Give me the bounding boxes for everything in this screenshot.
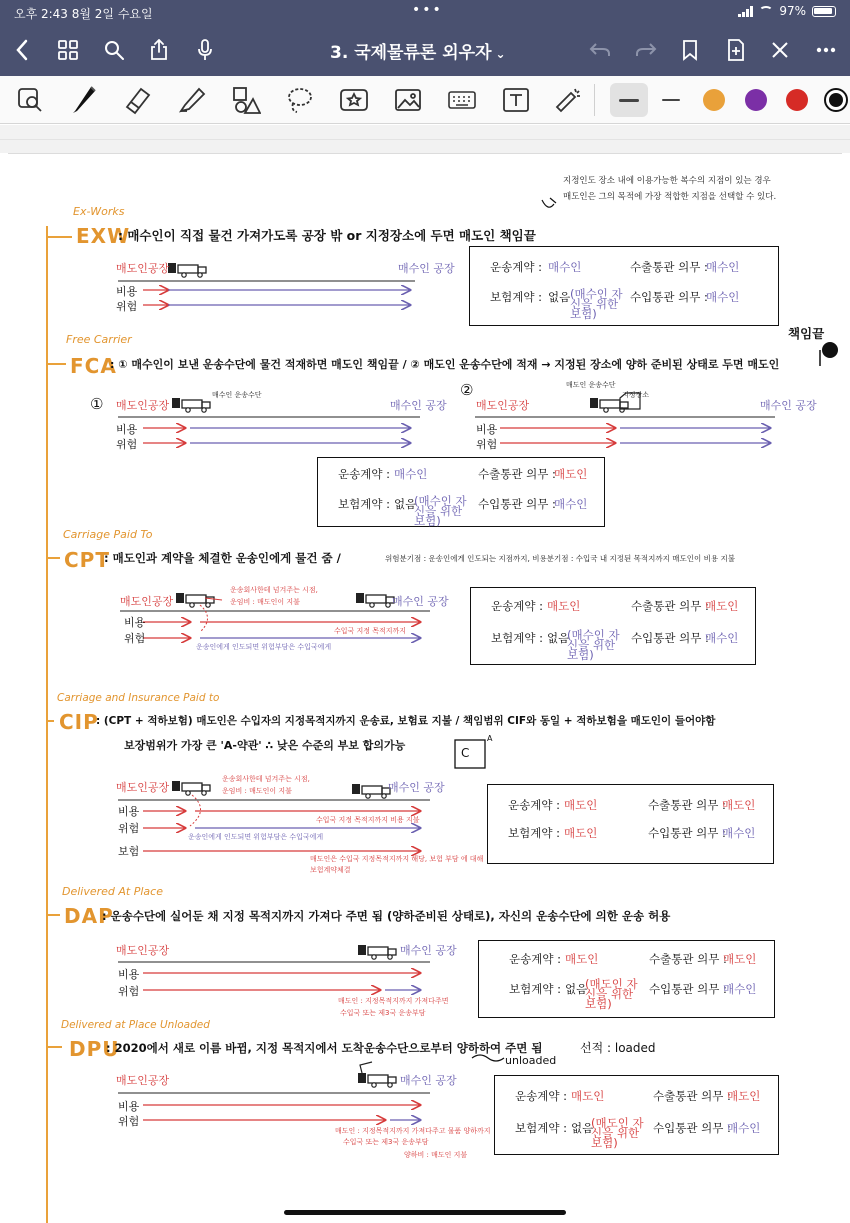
dpu-note-1: 매도인 : 지정목적지까지 가져다주고 물품 양하까지 bbox=[335, 1127, 491, 1135]
cpt-export-label: 수출통관 의무 : bbox=[631, 599, 709, 613]
cpt-english: Carriage Paid To bbox=[63, 528, 153, 541]
cip-export-value: 매도인 bbox=[722, 798, 756, 812]
dpu-choice-note: 선적 : loaded bbox=[580, 1041, 656, 1055]
cip-note-4: 운송인에게 인도되면 위험부담은 수입국에게 bbox=[188, 833, 324, 841]
fca-insure-label: 보험계약 : bbox=[338, 497, 390, 511]
top-note-line1: 지정인도 장소 내에 이용가능한 복수의 지점이 있는 경우 bbox=[563, 176, 771, 186]
fca-transport-label: 운송계약 : bbox=[338, 467, 390, 481]
exw-code: EXW bbox=[76, 224, 131, 248]
cip-stamp: C bbox=[461, 746, 470, 760]
section-spine bbox=[46, 226, 48, 1223]
fca-import-label: 수입통관 의무 : bbox=[478, 497, 556, 511]
document-title[interactable]: 3. 국제물류론 외우자 ⌄ bbox=[330, 43, 506, 63]
dap-import-label: 수입통관 의무 : bbox=[649, 982, 727, 996]
cip-note-3: 수입국 지정 목적지까지 비용 지불 bbox=[316, 816, 420, 824]
cpt-insure-label: 보험계약 : bbox=[491, 631, 543, 645]
cpt-note-3: 수입국 지정 목적지까지 bbox=[334, 627, 407, 635]
exw-transport-label: 운송계약 : bbox=[490, 260, 542, 274]
tick-cpt bbox=[46, 557, 60, 559]
dap-insure-label: 보험계약 : bbox=[509, 982, 561, 996]
fca-case-2: ② bbox=[460, 381, 474, 399]
dpu-note-2: 수입국 또는 제3국 운송부담 bbox=[343, 1138, 429, 1146]
fca-buyer-factory-2: 매수인 공장 bbox=[760, 399, 817, 412]
cip-description-2: 보장범위가 가장 큰 'A-약관' ∴ 낮은 수준의 부보 합의가능 bbox=[124, 739, 406, 752]
dpu-description: : 2020에서 새로 이름 바뀜, 지정 목적지에서 도착운송수단으로부터 양하하여 주면 됨 bbox=[106, 1041, 543, 1055]
dpu-unloaded-note: unloaded bbox=[505, 1054, 557, 1067]
exw-insure-value: 없음 bbox=[548, 290, 571, 304]
fca-seller-factory-1: 매도인공장 bbox=[116, 399, 170, 412]
fca-code: FCA bbox=[70, 354, 117, 378]
tick-fca bbox=[46, 363, 66, 365]
dap-note-2: 수입국 또는 제3국 운송부담 bbox=[340, 1009, 426, 1017]
cpt-buyer-factory: 매수인 공장 bbox=[392, 595, 449, 608]
cpt-transport-label: 운송계약 : bbox=[491, 599, 543, 613]
fca-carrier-label: 매수인 운송수단 bbox=[212, 391, 262, 399]
dpu-insure-label: 보험계약 : bbox=[515, 1121, 567, 1135]
dpu-export-label: 수출통관 의무 : bbox=[653, 1089, 731, 1103]
exw-risk-label: 위험 bbox=[116, 300, 138, 313]
cpt-code: CPT bbox=[64, 548, 110, 572]
dpu-seller-factory: 매도인공장 bbox=[116, 1074, 170, 1087]
exw-export-label: 수출통관 의무 : bbox=[630, 260, 708, 274]
cpt-description: : 매도인과 계약을 체결한 운송인에게 물건 줌 / bbox=[104, 551, 341, 565]
home-indicator[interactable] bbox=[284, 1210, 566, 1215]
fca-carrier-label-2: 매도인 운송수단 bbox=[566, 381, 616, 389]
dap-export-label: 수출통관 의무 : bbox=[649, 952, 727, 966]
exw-contract-box bbox=[469, 246, 779, 326]
dpu-risk-label: 위험 bbox=[118, 1115, 140, 1128]
dap-buyer-factory: 매수인 공장 bbox=[400, 944, 457, 957]
cip-note-2: 운임비 : 매도인이 지불 bbox=[222, 787, 292, 795]
fca-export-value: 매도인 bbox=[554, 467, 588, 481]
cpt-cost-label: 비용 bbox=[124, 616, 146, 629]
cpt-transport-value: 매도인 bbox=[547, 599, 581, 613]
fca-transport-value: 매수인 bbox=[394, 467, 428, 481]
exw-seller-factory: 매도인공장 bbox=[116, 262, 170, 275]
fca-english: Free Carrier bbox=[66, 333, 132, 346]
dap-contract-box bbox=[478, 940, 775, 1018]
cip-description: : (CPT + 적하보험) 매도인은 수입자의 지정목적지까지 운송료, 보험료 지불 / 책임범위 CIF와 동일 + 적하보험을 매도인이 들어야함 bbox=[96, 715, 716, 727]
cip-export-label: 수출통관 의무 : bbox=[648, 798, 726, 812]
fca-place-label: 지정장소 bbox=[622, 391, 650, 399]
dpu-cost-label: 비용 bbox=[118, 1100, 140, 1113]
fca-cost-label-1: 비용 bbox=[116, 423, 138, 436]
dap-import-value: 매수인 bbox=[723, 982, 757, 996]
cpt-contract-box bbox=[470, 587, 756, 665]
dap-code: DAP bbox=[64, 904, 114, 928]
dpu-insure-note: (매도인 자신을 위한 보험) bbox=[591, 1116, 644, 1150]
multitask-dots-icon[interactable]: ••• bbox=[412, 2, 443, 18]
cip-insurance-label: 보험 bbox=[118, 845, 140, 858]
dap-transport-value: 매도인 bbox=[565, 952, 599, 966]
fca-cost-label-2: 비용 bbox=[476, 423, 498, 436]
cip-note-1: 운송회사한테 넘겨주는 시점, bbox=[222, 775, 310, 783]
tick-dap bbox=[46, 914, 60, 916]
cpt-risk-label: 위험 bbox=[124, 632, 146, 645]
cip-insure-label: 보험계약 : bbox=[508, 826, 560, 840]
cip-transport-label: 운송계약 : bbox=[508, 798, 560, 812]
dpu-buyer-factory: 매수인 공장 bbox=[400, 1074, 457, 1087]
fca-import-value: 매수인 bbox=[554, 497, 588, 511]
dap-cost-label: 비용 bbox=[118, 968, 140, 981]
cip-risk-label: 위험 bbox=[118, 822, 140, 835]
exw-import-label: 수입통관 의무 : bbox=[630, 290, 708, 304]
cip-note-6: 보험계약체결 bbox=[310, 866, 351, 874]
dpu-insure-value: 없음 bbox=[571, 1121, 594, 1135]
dpu-transport-label: 운송계약 : bbox=[515, 1089, 567, 1103]
exw-import-value: 매수인 bbox=[706, 290, 740, 304]
cip-code: CIP bbox=[59, 710, 99, 734]
fca-seller-factory-2: 매도인공장 bbox=[476, 399, 530, 412]
cpt-import-value: 매수인 bbox=[705, 631, 739, 645]
dap-english: Delivered At Place bbox=[62, 885, 163, 898]
fca-insure-value: 없음 bbox=[394, 497, 417, 511]
fca-risk-label-2: 위험 bbox=[476, 438, 498, 451]
tick-dpu bbox=[46, 1046, 62, 1048]
dpu-import-label: 수입통관 의무 : bbox=[653, 1121, 731, 1135]
tick-exw bbox=[46, 236, 72, 238]
fca-export-label: 수출통관 의무 : bbox=[478, 467, 556, 481]
dap-note-1: 매도인 : 지정목적지까지 가져다주면 bbox=[338, 997, 449, 1005]
dpu-import-value: 매수인 bbox=[727, 1121, 761, 1135]
cip-cost-label: 비용 bbox=[118, 805, 140, 818]
cip-note-5: 매도인은 수입국 지정목적지까지 해당, 보험 부담 에 대해 bbox=[310, 855, 484, 863]
fca-insure-note: (매수인 자신을 위한 보험) bbox=[414, 494, 467, 528]
dpu-english: Delivered at Place Unloaded bbox=[61, 1019, 210, 1031]
dap-export-value: 매도인 bbox=[723, 952, 757, 966]
top-note-line2: 매도인은 그의 목적에 가장 적합한 지점을 선택할 수 있다. bbox=[563, 192, 777, 202]
cip-contract-box bbox=[487, 784, 774, 864]
dap-seller-factory: 매도인공장 bbox=[116, 944, 170, 957]
exw-english: Ex-Works bbox=[73, 205, 125, 218]
exw-transport-value: 매수인 bbox=[548, 260, 582, 274]
dpu-note-3: 양하비 : 매도인 지불 bbox=[404, 1151, 468, 1159]
cip-stamp-superscript: A bbox=[487, 734, 493, 743]
cip-english: Carriage and Insurance Paid to bbox=[57, 692, 220, 704]
fca-contract-box bbox=[317, 457, 605, 527]
exw-insure-note: (매수인 자신을 위한 보험) bbox=[570, 287, 623, 321]
cpt-note-4: 운송인에게 인도되면 위험부담은 수입국에게 bbox=[196, 643, 332, 651]
fca-end-note: 책임끝 bbox=[788, 326, 825, 341]
cpt-note-1: 운송회사한테 넘겨주는 시점, bbox=[230, 586, 318, 594]
exw-insure-label: 보험계약 : bbox=[490, 290, 542, 304]
exw-buyer-factory: 매수인 공장 bbox=[398, 262, 455, 275]
cpt-insure-note: (매수인 자신을 위한 보험) bbox=[567, 628, 620, 662]
cpt-import-label: 수입통관 의무 : bbox=[631, 631, 709, 645]
cpt-export-value: 매도인 bbox=[705, 599, 739, 613]
cpt-insure-value: 없음 bbox=[547, 631, 570, 645]
cip-import-value: 매수인 bbox=[722, 826, 756, 840]
dap-description: : 운송수단에 실어둔 채 지정 목적지까지 가져다 주면 됨 (양하준비된 상태로), 자신의 운송수단에 의한 운송 허용 bbox=[102, 909, 671, 923]
fca-buyer-factory-1: 매수인 공장 bbox=[390, 399, 447, 412]
exw-export-value: 매수인 bbox=[706, 260, 740, 274]
cpt-seller-factory: 매도인공장 bbox=[120, 595, 174, 608]
cpt-note-2: 운임비 : 매도인이 지불 bbox=[230, 598, 300, 606]
fca-description: : ① 매수인이 보낸 운송수단에 물건 적재하면 매도인 책임끝 / ② 매도인 운송수단에 적재 → 지정된 장소에 양하 준비된 상태로 두면 매도인 bbox=[110, 358, 780, 371]
battery-percent: 97% bbox=[779, 4, 806, 18]
cip-insure-value: 매도인 bbox=[564, 826, 598, 840]
cip-import-label: 수입통관 의무 : bbox=[648, 826, 726, 840]
exw-cost-label: 비용 bbox=[116, 285, 138, 298]
dpu-contract-box bbox=[494, 1075, 779, 1155]
dpu-transport-value: 매도인 bbox=[571, 1089, 605, 1103]
dap-transport-label: 운송계약 : bbox=[509, 952, 561, 966]
chevron-down-icon: ⌄ bbox=[495, 47, 506, 61]
cip-transport-value: 매도인 bbox=[564, 798, 598, 812]
dap-risk-label: 위험 bbox=[118, 985, 140, 998]
tick-cip bbox=[46, 720, 54, 722]
exw-description: : 매수인이 직접 물건 가져가도록 공장 밖 or 지정장소에 두면 매도인 책임끝 bbox=[118, 228, 536, 243]
fca-risk-label-1: 위험 bbox=[116, 438, 138, 451]
cpt-subnote: 위험분기점 : 운송인에게 인도되는 지점까지, 비용분기점 : 수입국 내 지정된 목적지까지 매도인이 비용 지불 bbox=[385, 554, 735, 563]
dpu-export-value: 매도인 bbox=[727, 1089, 761, 1103]
fca-case-1: ① bbox=[90, 395, 104, 413]
dpu-code: DPU bbox=[69, 1037, 120, 1061]
cip-seller-factory: 매도인공장 bbox=[116, 781, 170, 794]
cip-buyer-factory: 매수인 공장 bbox=[388, 781, 445, 794]
dap-insure-value: 없음 bbox=[565, 982, 588, 996]
status-time: 오후 2:43 8월 2일 수요일 bbox=[14, 7, 153, 21]
dap-insure-note: (매도인 자신을 위한 보험) bbox=[585, 977, 638, 1011]
